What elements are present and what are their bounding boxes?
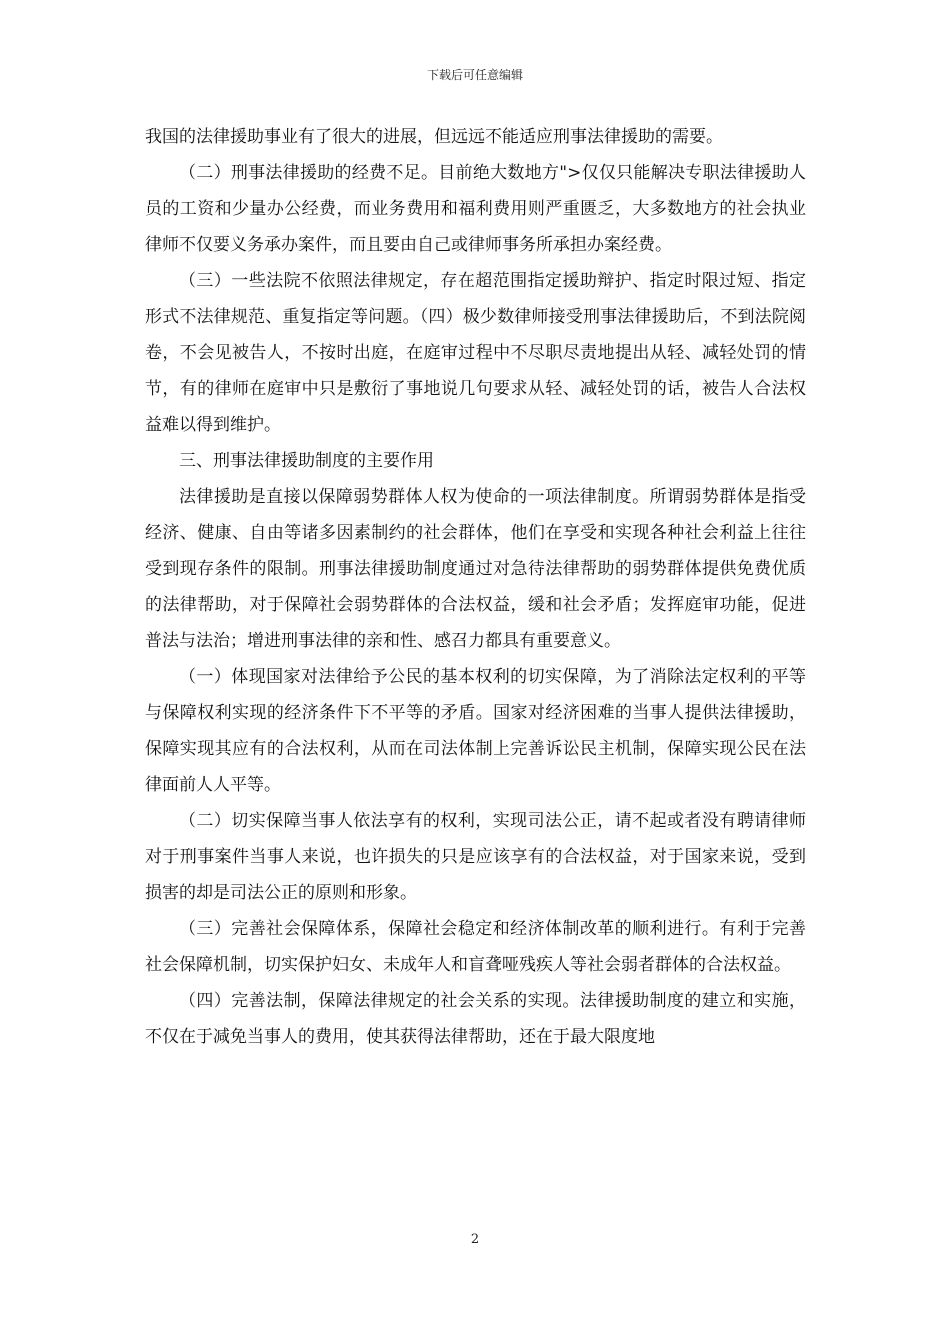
paragraph-2: （二）刑事法律援助的经费不足。目前绝大数地方">仅仅只能解决专职法律援助人员的工资和少量办公经费，而业务费用和福利费用则严重匮乏，大多数地方的社会执业律师不仅要义务承办案件，而且要由自己或律师事务所承担办案经费。 [145,163,806,255]
paragraph-3: （三）一些法院不依照法律规定，存在超范围指定援助辩护、指定时限过短、指定形式不法律规范、重复指定等问题。（四）极少数律师接受刑事法律援助后，不到法院阅卷，不会见被告人，不按时出庭，在庭审过程中不尽职尽责地提出从轻、减轻处罚的情节，有的律师在庭审中只是敷衍了事地说几句要求从轻、减轻处罚的话，被告人合法权益难以得到维护。 [145,271,806,435]
paragraph-9: （四）完善法制，保障法律规定的社会关系的实现。法律援助制度的建立和实施，不仅在于减免当事人的费用，使其获得法律帮助，还在于最大限度地 [145,991,806,1047]
document-body [145,119,806,1055]
paragraph-1: 我国的法律援助事业有了很大的进展，但远远不能适应刑事法律援助的需要。 [145,127,723,147]
paragraph-5: 法律援助是直接以保障弱势群体人权为使命的一项法律制度。所谓弱势群体是指受经济、健康、自由等诸多因素制约的社会群体，他们在享受和实现各种社会利益上往往受到现存条件的限制。刑事法律援助制度通过对急待法律帮助的弱势群体提供免费优质的法律帮助，对于保障社会弱势群体的合法权益，缓和社会矛盾；发挥庭审功能，促进普法与法治；增进刑事法律的亲和性、感召力都具有重要意义。 [145,487,806,651]
paragraph-6: （一）体现国家对法律给予公民的基本权利的切实保障，为了消除法定权利的平等与保障权利实现的经济条件下不平等的矛盾。国家对经济困难的当事人提供法律援助，保障实现其应有的合法权利，从而在司法体制上完善诉讼民主机制，保障实现公民在法律面前人人平等。 [145,667,806,795]
page-header: 下载后可任意编辑 [426,68,523,82]
page-number: 2 [470,1232,480,1247]
section-heading: 三、刑事法律援助制度的主要作用 [179,451,434,471]
paragraph-8: （三）完善社会保障体系，保障社会稳定和经济体制改革的顺利进行。有利于完善社会保障机制，切实保护妇女、未成年人和盲聋哑残疾人等社会弱者群体的合法权益。 [145,919,806,975]
paragraph-7: （二）切实保障当事人依法享有的权利，实现司法公正，请不起或者没有聘请律师对于刑事案件当事人来说，也许损失的只是应该享有的合法权益，对于国家来说，受到损害的却是司法公正的原则和形象。 [145,811,806,903]
